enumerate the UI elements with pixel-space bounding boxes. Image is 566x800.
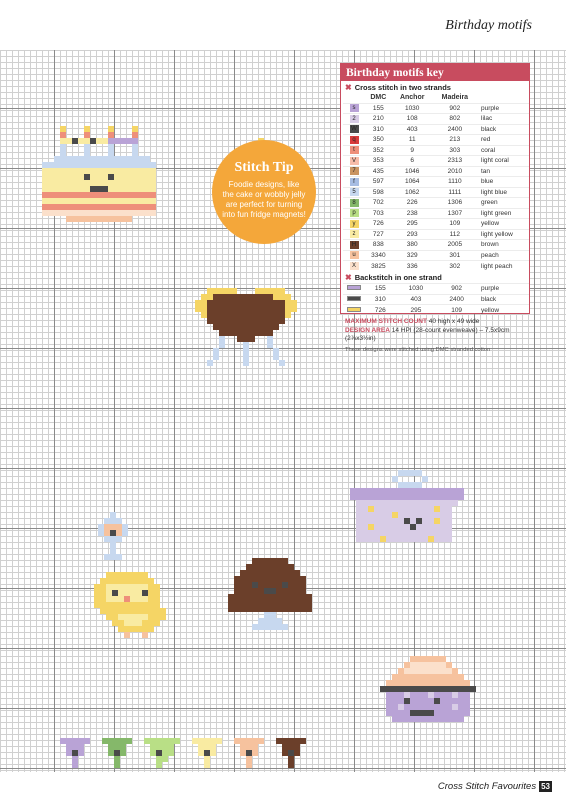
stitch (279, 360, 285, 366)
thread-symbol: 7 (350, 167, 359, 175)
madeira-cell: 2313 (433, 156, 477, 167)
stitch (72, 762, 78, 768)
backstitch-table (343, 283, 529, 315)
thread-symbol: 8 (350, 199, 359, 207)
name-column-header (477, 93, 529, 103)
key-row (343, 198, 529, 209)
stitch (162, 756, 168, 762)
dmc-cell: 310 (365, 124, 392, 135)
key-row (343, 166, 529, 177)
stitch (213, 354, 219, 360)
colour-name-cell: light coral (477, 156, 529, 167)
design-area-value: 14 HPI (28-count evenweave) – 7.5x9cm (2⅞x3½in) (345, 326, 510, 342)
colour-name-cell: peach (477, 250, 529, 261)
dmc-cell: 210 (365, 114, 392, 125)
stitch (273, 324, 279, 330)
stitch (168, 750, 174, 756)
stitch (452, 500, 458, 506)
madeira-cell: 1110 (433, 177, 477, 188)
backstitch-swatch-cell (343, 305, 365, 316)
stitch (258, 738, 264, 744)
key-row (343, 261, 529, 272)
dmc-cell: 703 (365, 208, 392, 219)
thread-symbol: t (350, 146, 359, 154)
symbol-cell (343, 177, 365, 188)
stitch (291, 306, 297, 312)
thread-symbol: z (350, 230, 359, 238)
dmc-cell: 597 (365, 177, 392, 188)
dmc-cell: 350 (365, 135, 392, 146)
key-row (343, 145, 529, 156)
madeira-cell: 802 (433, 114, 477, 125)
madeira-cell: 2400 (433, 124, 477, 135)
stitch (150, 210, 156, 216)
colour-name-cell: black (477, 294, 529, 305)
dmc-cell: 838 (365, 240, 392, 251)
madeira-cell: 301 (433, 250, 477, 261)
key-row (343, 187, 529, 198)
dmc-cell: 353 (365, 156, 392, 167)
stitch (252, 750, 258, 756)
anchor-cell: 403 (396, 294, 437, 305)
stitch (126, 738, 132, 744)
cross-icon: ✖ (345, 273, 352, 282)
dmc-cell: 352 (365, 145, 392, 156)
stitch (243, 360, 249, 366)
madeira-column-header: Madeira (441, 94, 469, 102)
colour-name-cell: purple (477, 284, 529, 295)
key-row (343, 240, 529, 251)
dmc-cell: 726 (365, 219, 392, 230)
symbol-cell (343, 103, 365, 114)
dmc-cell: 155 (365, 103, 392, 114)
symbol-cell (343, 240, 365, 251)
stitch-tip-text: Foodie designs, like the cake or wobbly jelly are perfect for turning into fun fridge magnets! (222, 180, 306, 219)
anchor-cell: 11 (392, 135, 433, 146)
stitch (249, 336, 255, 342)
symbol-cell (343, 187, 365, 198)
thread-symbol: f (350, 178, 359, 186)
dmc-cell: 727 (365, 229, 392, 240)
thread-symbol: u (350, 251, 359, 259)
colour-name-cell: yellow (477, 219, 529, 230)
stitch (464, 710, 470, 716)
madeira-cell: 1307 (433, 208, 477, 219)
key-row (343, 208, 529, 219)
stitch (422, 476, 428, 482)
magazine-name: Cross Stitch Favourites (437, 781, 537, 792)
stitch (116, 554, 122, 560)
backstitch-swatch (347, 307, 361, 312)
stitch (154, 620, 160, 626)
dmc-cell: 702 (365, 198, 392, 209)
colour-name-cell: light green (477, 208, 529, 219)
madeira-cell: 213 (433, 135, 477, 146)
stitch (300, 738, 306, 744)
anchor-cell: 295 (396, 305, 437, 316)
madeira-cell: 2010 (433, 166, 477, 177)
stitch (126, 216, 132, 222)
anchor-cell: 9 (392, 145, 433, 156)
key-title: Birthday motifs key (341, 64, 529, 81)
thread-symbol: W (351, 126, 357, 133)
madeira-cell: 1306 (433, 198, 477, 209)
stitch (156, 762, 162, 768)
madeira-cell: 902 (436, 284, 477, 295)
anchor-cell: 336 (392, 261, 433, 272)
key-row (343, 135, 529, 146)
madeira-cell: 112 (433, 229, 477, 240)
backstitch-heading (341, 271, 529, 283)
stitch (122, 530, 128, 536)
stitch-tip-badge (212, 140, 316, 244)
stitch (446, 536, 452, 542)
stitch (210, 750, 216, 756)
symbol-cell (343, 261, 365, 272)
page-title: Birthday motifs (445, 18, 532, 33)
stitch (114, 762, 120, 768)
anchor-cell: 403 (392, 124, 433, 135)
stitch-count-label: MAXIMUM STITCH COUNT (345, 318, 427, 325)
dmc-cell: 3825 (365, 261, 392, 272)
stitch (216, 738, 222, 744)
backstitch-swatch-cell (343, 284, 365, 295)
backstitch-row (343, 305, 529, 316)
madeira-cell: 109 (436, 305, 477, 316)
backstitch-row (343, 284, 529, 295)
anchor-cell: 295 (392, 219, 433, 230)
symbol-cell (343, 114, 365, 125)
colour-name-cell: tan (477, 166, 529, 177)
stitch (174, 738, 180, 744)
symbol-cell (343, 166, 365, 177)
thread-symbol: y (350, 220, 359, 228)
stitch (458, 494, 464, 500)
stitch-tip-title: Stitch Tip (234, 160, 294, 175)
design-area-label: DESIGN AREA (345, 326, 390, 334)
symbol-cell (343, 124, 365, 135)
key-row (343, 156, 529, 167)
madeira-cell: 2005 (433, 240, 477, 251)
stitch (207, 360, 213, 366)
stitch (458, 716, 464, 722)
key-row (343, 124, 529, 135)
colour-name-cell: light yellow (477, 229, 529, 240)
thread-symbol: s (350, 104, 359, 112)
stitch (470, 686, 476, 692)
colour-name-cell: green (477, 198, 529, 209)
thread-symbol: q (350, 136, 359, 144)
key-row (343, 229, 529, 240)
anchor-cell: 380 (392, 240, 433, 251)
key-row (343, 177, 529, 188)
symbol-cell (343, 250, 365, 261)
thread-symbol: 2 (350, 115, 359, 123)
anchor-cell: 293 (392, 229, 433, 240)
cross-icon: ✖ (345, 83, 352, 92)
madeira-cell: 303 (433, 145, 477, 156)
thread-note: These designs were stitched using DMC stranded cotton (345, 346, 491, 353)
anchor-cell: 226 (392, 198, 433, 209)
dmc-cell: 3340 (365, 250, 392, 261)
anchor-cell: 6 (392, 156, 433, 167)
anchor-cell: 108 (392, 114, 433, 125)
key-row (343, 219, 529, 230)
anchor-column-header: Anchor (399, 94, 425, 102)
page-number: 53 (541, 782, 550, 791)
anchor-cell: 1064 (392, 177, 433, 188)
stitch (282, 624, 288, 630)
colour-name-cell: blue (477, 177, 529, 188)
stitch (120, 750, 126, 756)
stitch (219, 342, 225, 348)
key-row (343, 103, 529, 114)
key-row (343, 114, 529, 125)
stitch-count-value: 40 high x 49 wide (428, 318, 480, 325)
dmc-cell: 310 (365, 294, 396, 305)
symbol-cell (343, 145, 365, 156)
thread-symbol: V (350, 157, 359, 165)
thread-symbol: X (350, 262, 359, 270)
madeira-cell: 302 (433, 261, 477, 272)
symbol-column-header (343, 93, 365, 103)
stitch (288, 762, 294, 768)
backstitch-swatch-cell (343, 294, 365, 305)
symbol-cell (343, 208, 365, 219)
cross-stitch-heading-label: Cross stitch in two strands (354, 83, 451, 92)
cross-stitch-table (343, 93, 529, 271)
madeira-cell: 109 (433, 219, 477, 230)
stitch (160, 614, 166, 620)
anchor-cell: 329 (392, 250, 433, 261)
backstitch-row (343, 294, 529, 305)
colour-name-cell: light blue (477, 187, 529, 198)
backstitch-swatch (347, 296, 361, 301)
stitch-count (341, 315, 529, 344)
colour-name-cell: yellow (477, 305, 529, 316)
symbol-cell (343, 219, 365, 230)
backstitch-swatch (347, 285, 361, 290)
dmc-cell: 598 (365, 187, 392, 198)
key-row (343, 250, 529, 261)
madeira-cell: 902 (433, 103, 477, 114)
thread-symbol: H (350, 241, 359, 249)
stitch (142, 632, 148, 638)
dmc-column-header: DMC (370, 94, 387, 102)
colour-name-cell: red (477, 135, 529, 146)
backstitch-heading-label: Backstitch in one strand (354, 273, 442, 282)
stitch (246, 762, 252, 768)
stitch (204, 762, 210, 768)
stitch (84, 738, 90, 744)
dmc-cell: 155 (365, 284, 396, 295)
stitch (285, 312, 291, 318)
madeira-cell: 2400 (436, 294, 477, 305)
stitch (148, 626, 154, 632)
thread-symbol: 5 (350, 188, 359, 196)
colour-name-cell: black (477, 124, 529, 135)
madeira-cell: 1111 (433, 187, 477, 198)
colour-name-cell: brown (477, 240, 529, 251)
symbol-cell (343, 229, 365, 240)
thread-symbol: p (350, 209, 359, 217)
page-footer (438, 781, 552, 792)
symbol-cell (343, 198, 365, 209)
stitch (132, 138, 138, 144)
anchor-cell: 238 (392, 208, 433, 219)
anchor-cell: 1030 (392, 103, 433, 114)
motifs-key-panel (340, 63, 530, 353)
colour-name-cell: lilac (477, 114, 529, 125)
stitch (124, 632, 130, 638)
colour-name-cell: purple (477, 103, 529, 114)
anchor-cell: 1030 (396, 284, 437, 295)
dmc-cell: 726 (365, 305, 396, 316)
colour-name-cell: light peach (477, 261, 529, 272)
colour-name-cell: coral (477, 145, 529, 156)
anchor-cell: 1046 (392, 166, 433, 177)
symbol-cell (343, 135, 365, 146)
dmc-cell: 435 (365, 166, 392, 177)
stitch (116, 536, 122, 542)
stitch (294, 750, 300, 756)
stitch (279, 318, 285, 324)
stitch (306, 606, 312, 612)
anchor-cell: 1062 (392, 187, 433, 198)
cross-stitch-heading (341, 81, 529, 93)
stitch (78, 750, 84, 756)
symbol-cell (343, 156, 365, 167)
